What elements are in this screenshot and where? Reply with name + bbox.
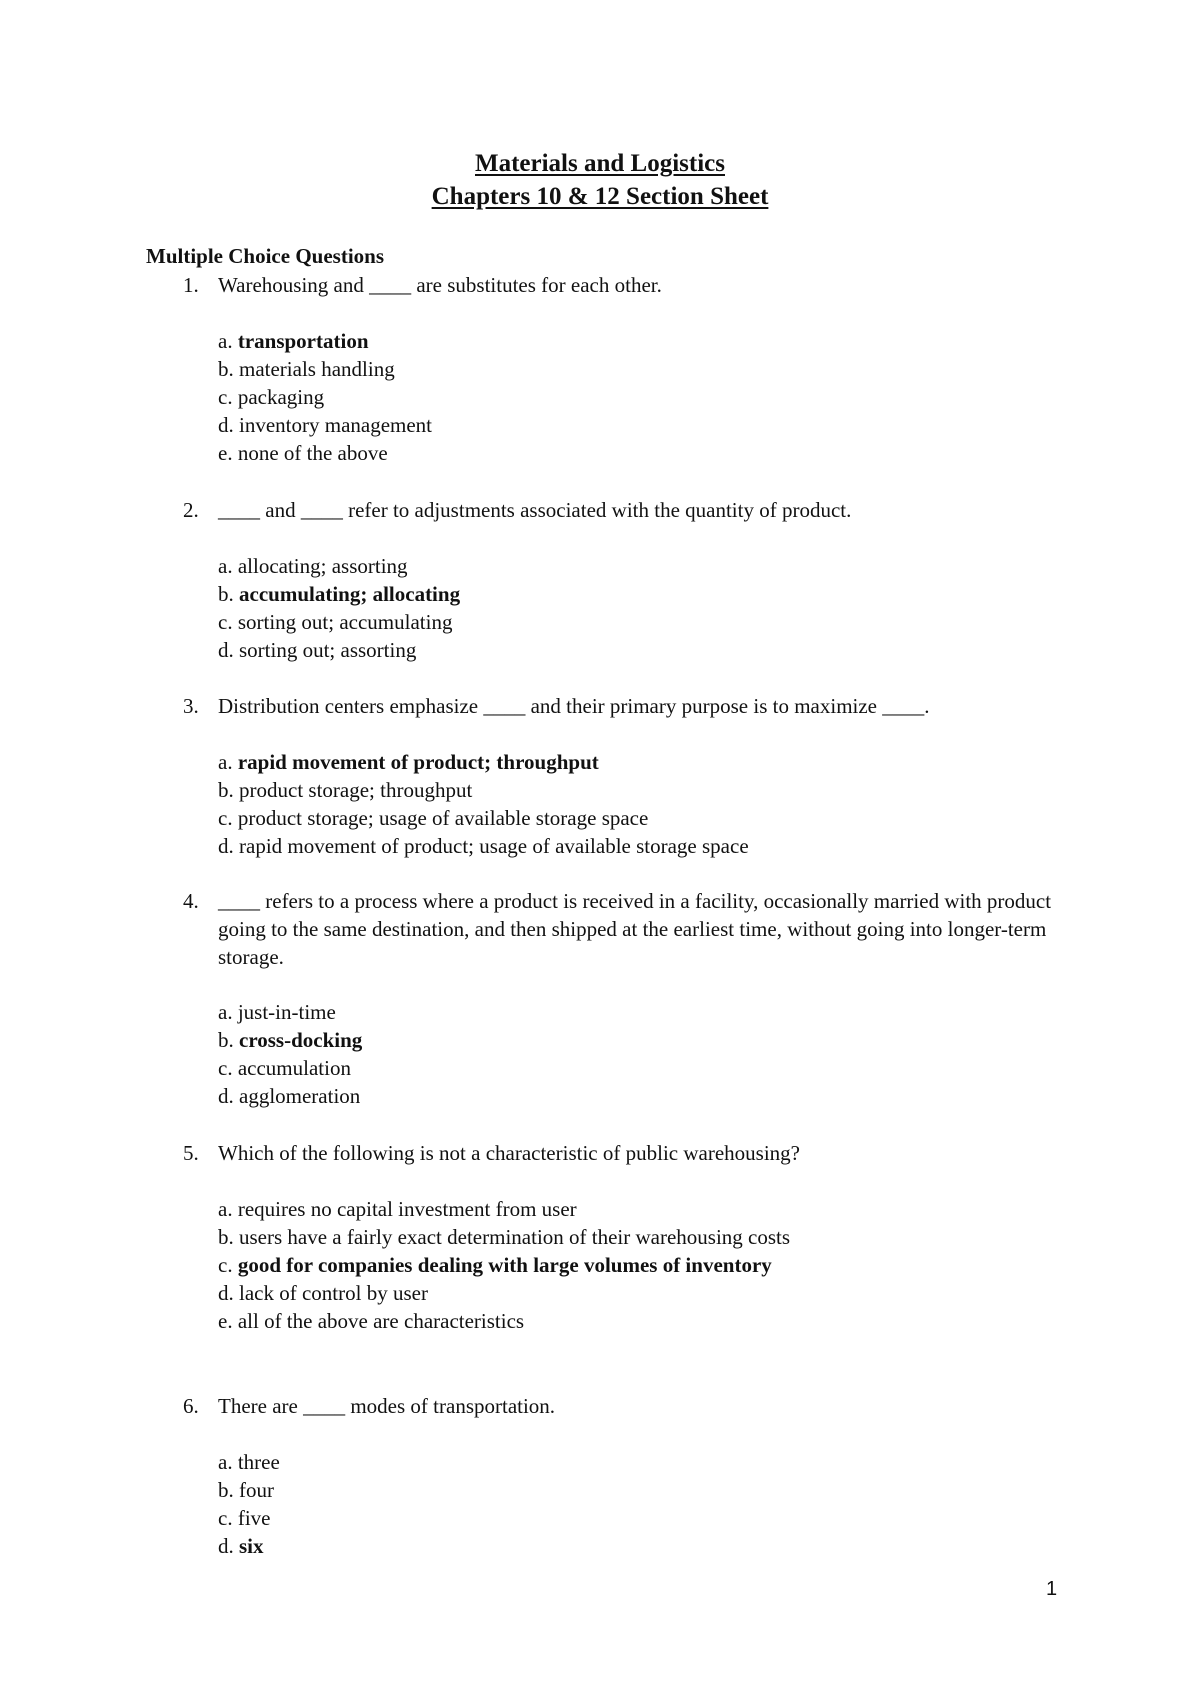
answer-option: a. three xyxy=(218,1450,280,1474)
answer-option: b. materials handling xyxy=(218,357,395,381)
answer-option: d. six xyxy=(218,1534,264,1558)
question-text: Which of the following is not a characteristic of public warehousing? xyxy=(218,1141,800,1165)
answer-option: d. sorting out; assorting xyxy=(218,638,417,662)
answer-options xyxy=(218,1195,790,1335)
answer-options xyxy=(218,552,460,664)
question-text: Warehousing and ____ are substitutes for each other. xyxy=(218,273,662,297)
correct-answer: good for companies dealing with large volumes of inventory xyxy=(237,1253,772,1277)
question-text: There are ____ modes of transportation. xyxy=(218,1394,556,1418)
answer-option: e. none of the above xyxy=(218,441,388,465)
title-block xyxy=(0,147,1200,213)
question-number: 5. xyxy=(183,1141,199,1165)
section-heading: Multiple Choice Questions xyxy=(146,244,385,268)
answer-option: b. accumulating; allocating xyxy=(218,582,461,606)
answer-options xyxy=(218,1448,280,1560)
question-number: 1. xyxy=(183,273,199,297)
question-text: ____ refers to a process where a product is received in a facility, occasionally married with product going to the same destination, and then shipped at the earliest time, without going into longer-term storage. xyxy=(218,889,1052,969)
answer-option: c. packaging xyxy=(218,385,325,409)
answer-option: e. all of the above are characteristics xyxy=(218,1309,525,1333)
answer-option: c. product storage; usage of available storage space xyxy=(218,806,649,830)
answer-option: a. rapid movement of product; throughput xyxy=(218,750,599,774)
answer-option: c. good for companies dealing with large volumes of inventory xyxy=(218,1253,772,1277)
page-number: 1 xyxy=(1046,1578,1058,1600)
answer-option: d. lack of control by user xyxy=(218,1281,428,1305)
answer-options xyxy=(218,327,432,467)
correct-answer: rapid movement of product; throughput xyxy=(237,750,599,774)
answer-option: c. sorting out; accumulating xyxy=(218,610,453,634)
correct-answer: cross-docking xyxy=(239,1028,363,1052)
document-subtitle: Chapters 10 & 12 Section Sheet xyxy=(431,183,769,210)
answer-option: c. accumulation xyxy=(218,1056,351,1080)
question-text: Distribution centers emphasize ____ and their primary purpose is to maximize ____. xyxy=(218,694,930,718)
answer-option: a. requires no capital investment from user xyxy=(218,1197,577,1221)
answer-option: d. rapid movement of product; usage of available storage space xyxy=(218,834,749,858)
question-number: 4. xyxy=(183,889,199,913)
answer-option: a. allocating; assorting xyxy=(218,554,408,578)
document-title: Materials and Logistics xyxy=(475,150,725,177)
answer-option: a. transportation xyxy=(218,329,369,353)
answer-option: d. inventory management xyxy=(218,413,433,437)
question-text: ____ and ____ refer to adjustments associated with the quantity of product. xyxy=(218,498,852,522)
answer-option: b. cross-docking xyxy=(218,1028,363,1052)
answer-option: b. product storage; throughput xyxy=(218,778,473,802)
answer-option: a. just-in-time xyxy=(218,1000,336,1024)
correct-answer: accumulating; allocating xyxy=(239,582,461,606)
answer-option: b. four xyxy=(218,1478,274,1502)
answer-options xyxy=(218,998,362,1110)
answer-option: b. users have a fairly exact determination of their warehousing costs xyxy=(218,1225,791,1249)
answer-options xyxy=(218,748,749,860)
question-number: 3. xyxy=(183,694,199,718)
correct-answer: transportation xyxy=(237,329,369,353)
answer-option: c. five xyxy=(218,1506,271,1530)
question-number: 6. xyxy=(183,1394,199,1418)
correct-answer: six xyxy=(239,1534,264,1558)
answer-option: d. agglomeration xyxy=(218,1084,361,1108)
question-number: 2. xyxy=(183,498,199,522)
